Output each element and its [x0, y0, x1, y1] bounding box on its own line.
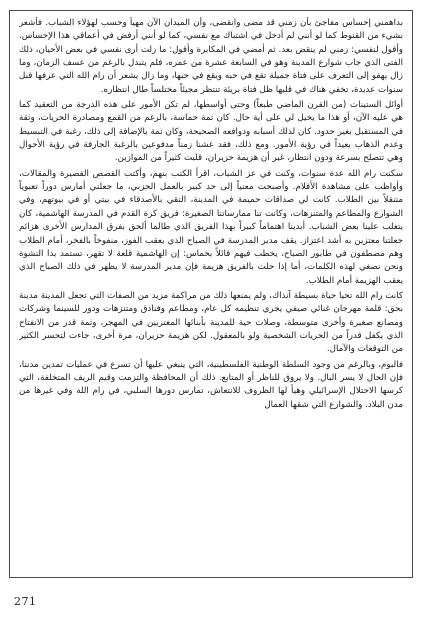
page-text-frame [9, 10, 413, 578]
paragraph-4: كانت رام الله تحيا حياة بسيطة آنذاك، ولم يمنعها ذلك من مراكمة مزيد من الصفات التي تجعل المدينة مدينة بحق: قلمة مهرجان غنائي صيفي يجري تنظيمه كل عام، ومطاعم وفنادق ومتنزهات ودور للسينما وشركات ومصانع صغيرة وأخرى متوسطة، وصلات حية للمدينة بأبنائها المغتربين في المهجر، وثمة قدر من الانفتاح الذي يكفل قدراً من الحريات الشخصية ولو بالمعقول. لكن هزيمة حزيران، مرة أخرى، جاءت لتحسر الكثير من التوقعات والآمال. [19, 290, 403, 355]
paragraph-1: بداهمني إحساس مفاجئ بأن زمني قد مضى وانقضى، وأن الميدان الآن مهيأ وحسب لهؤلاء الشباب. فأشعر بشيء من القنوط كما لو أنني لم أدخل في اشتباك مع نفسي، كما لو أنني أرفض في أعماقي هذا الإحساس. وأقول لنفسي: زمني لم ينقض بعد. ثم أمضي في المكابرة وأقول: ما زلت أرى نفسي في بعض الأحيان، ذلك الفتى الذي جاب شوارع المدينة وهو في السابعة عشرة من عمره، فلم يتبدل بالرغم من عسف الزمان، وما زال يهفو إلى التعرف على فتاة جميلة تقع في حبه ويقع في حبها، وما زال يشعر أن رام الله التي عرفها قبل سنوات عديدة، تخفي هناك في قلبها ظل فتاة بريئة تنتظر مجيئاً مختلساً طال انتظاره. [19, 18, 403, 95]
paragraph-2: أوائل الستينات (من القرن الماضي طبعاً) وحتى أواسطها، لم تكن الأمور على هذه الدرجة من التعقيد كما هي عليه الآن، أو هذا ما يخيل لي على أية حال. كان ثمة حماسة، بالرغم من القمع ومصادرة الحريات، وثقة في المستقبل بغير حدود. كان لذلك أسبابه ودوافعه الصحيحة، وكان ثمة بالإضافة إلى ذلك، رغبة في التبسيط وعدم الذهاب بعيداً في رؤية الأمور. ومع ذلك، فقد عشنا زمناً مدفوعين بالرغبة الجارفة في رؤية الأحوال وهي تتصلح بسرعة ودون انتظار، غير أن هزيمة حزيران، قلبت كثيراً من الموازين. [19, 100, 403, 164]
body-text [19, 17, 403, 571]
paragraph-3: سكنت رام الله عدة سنوات، وكنت في عز الشباب، اقرأ الكتب بنهم، وأكتب القصص القصيرة والمقالات، وأواظب على مشاهدة الأفلام. وأصبحت معنياً إلى حد كبير بالعمل الحزبي، ما جعلني أمارس دوراً تعبوياً متنقلاً بين الطلاب. كانت لي صداقات حميمة في المدينة، التقي بالأصدقاء في بيتي أو في بيوتهم، وفي الشوارع والمطاعم والمتنزهات، وكانت تنا ممارساتنا الصغيرة: فريق كرة القدم في المدرسة الهاشمية، كان يتغلب علينا بعض الشباب. أبدينا اهتماماً كبيراً بهذا الفريق الذي طالما ألحق بفرق المدارس الأخرى هزائم جعلتنا معتزين به أشد اعتزاز. يقف مدير المدرسة في الصباح الذي يعقب الفوز، منفوخاً بالفخر، أمام الطلاب وهم مصطفون في طابور الصباح، يخطب فيهم قائلاً بحماس: إن الهاشمية قلعة لا تقهر، تستمد بذا النشوة ونحن نصغي لهذه الكلمات، أما إذا حلت بالفريق هزيمة فإن مدير المدرسة لا يظهر في ذلك الصباح الذي يعقب الهزيمة أمام الطلاب. [19, 168, 403, 286]
page-number: 271 [14, 595, 37, 608]
paragraph-5: فالبوم، وبالرغم من وجود السلطة الوطنية الفلسطينية، التي ينبغي عليها أن تسرع في عمليات تمدين مدننا، فإن الحال لا يسر البال. ولا يروق للناظر أو المتابع. ذلك أن المحافظة والتزمت وقيم الريف المتخلفة، التي كرسها الاحتلال الإسرائيلي وهيأ لها الظروف للانتعاش، تمارس دورها السلبي، في رام الله وفي غيرها من مدن البلاد. والشوارع التي شقها العمال [19, 359, 403, 410]
